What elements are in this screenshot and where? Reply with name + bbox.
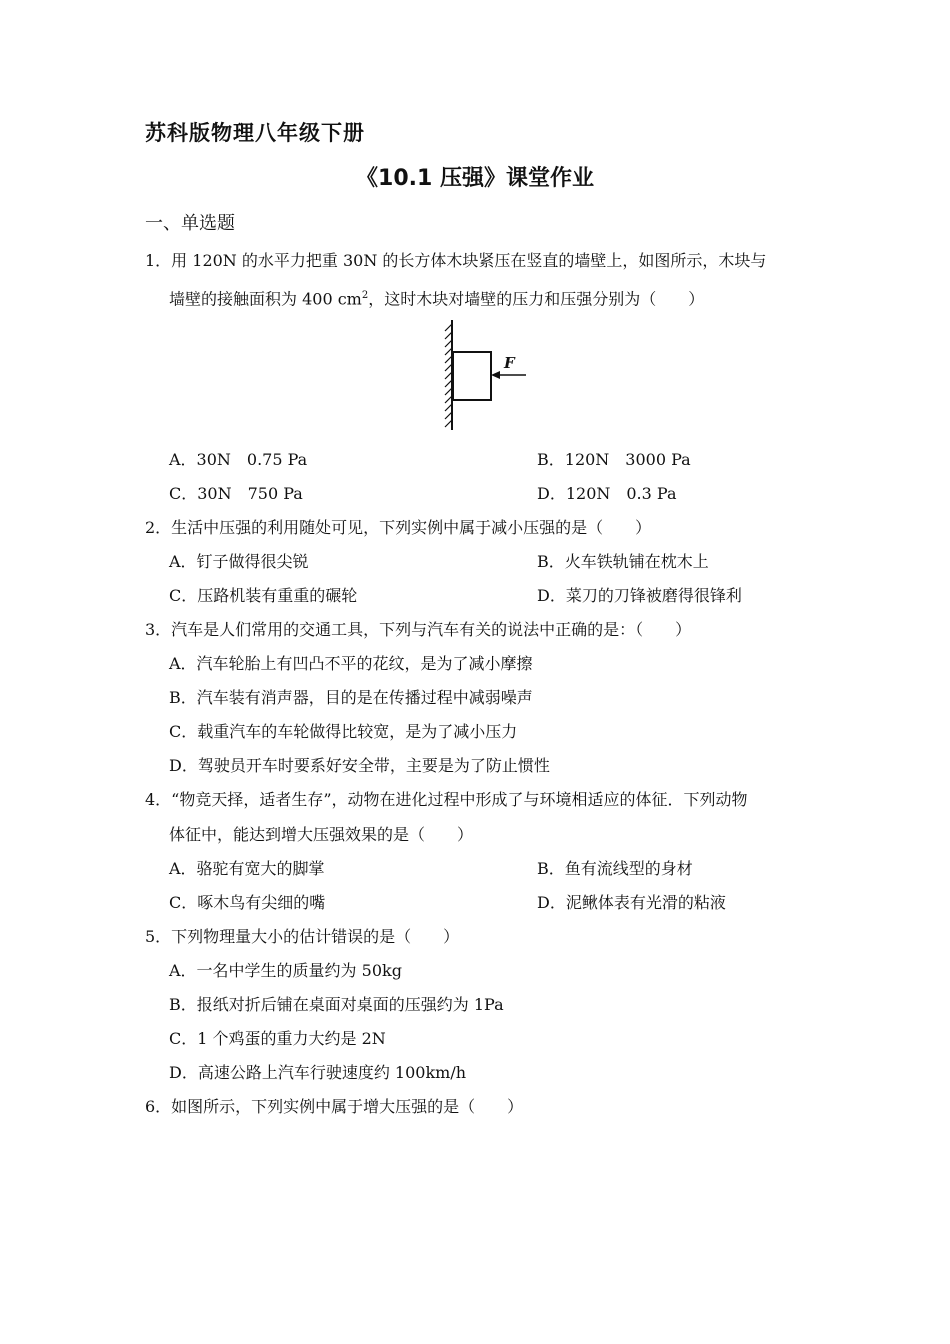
question-1-area-text: 墙壁的接触面积为 400 cm: [169, 289, 362, 309]
question-1-stem-continued: [169, 286, 704, 309]
question-4-option-a: A．骆驼有宽大的脚掌: [169, 859, 325, 878]
question-4-option-c: C．啄木鸟有尖细的嘴: [169, 893, 326, 912]
question-5-option-a: A．一名中学生的质量约为 50kg: [169, 961, 402, 980]
question-2-option-d: D．菜刀的刀锋被磨得很锋利: [537, 586, 742, 605]
question-1-option-b: B．120N 3000 Pa: [537, 450, 691, 469]
question-1-superscript: 2: [361, 290, 369, 301]
question-4-stem: 4．“物竞天择，适者生存”，动物在进化过程中形成了与环境相适应的体征．下列动物: [145, 790, 748, 809]
question-5-option-d: D．高速公路上汽车行驶速度约 100km/h: [169, 1063, 467, 1082]
question-3-option-d: D．驾驶员开车时要系好安全带，主要是为了防止惯性: [169, 756, 550, 775]
document-subtitle: 《10.1 压强》课堂作业: [356, 166, 594, 191]
section-heading: 一、单选题: [145, 213, 235, 234]
question-4-option-b: B．鱼有流线型的身材: [537, 859, 693, 878]
question-1-question-text: ，这时木块对墙壁的压力和压强分别为（ ）: [368, 289, 705, 309]
question-3-option-c: C．载重汽车的车轮做得比较宽，是为了减小压力: [169, 722, 518, 741]
wall-hatching: [445, 324, 452, 427]
question-1-stem: 1．用 120N 的水平力把重 30N 的长方体木块紧压在竖直的墙壁上，如图所示，木块与: [145, 251, 767, 270]
question-3-option-a: A．汽车轮胎上有凹凸不平的花纹，是为了减小摩擦: [169, 654, 533, 673]
question-6-stem: 6．如图所示，下列实例中属于增大压强的是（ ）: [145, 1097, 524, 1116]
question-2-option-c: C．压路机装有重重的碾轮: [169, 586, 358, 605]
question-3-option-b: B．汽车装有消声器，目的是在传播过程中减弱噪声: [169, 688, 533, 707]
question-3-stem: 3．汽车是人们常用的交通工具，下列与汽车有关的说法中正确的是：（ ）: [145, 620, 692, 639]
question-5-option-b: B．报纸对折后铺在桌面对桌面的压强约为 1Pa: [169, 995, 504, 1014]
document-title: 苏科版物理八年级下册: [145, 121, 365, 145]
question-1-option-c: C．30N 750 Pa: [169, 484, 303, 503]
force-arrow-head: [491, 371, 500, 379]
question-2-stem: 2．生活中压强的利用随处可见，下列实例中属于减小压强的是（ ）: [145, 518, 652, 537]
question-1-option-a: A．30N 0.75 Pa: [169, 450, 308, 469]
question-1-option-d: D．120N 0.3 Pa: [537, 484, 677, 503]
question-2-option-a: A．钉子做得很尖锐: [169, 552, 309, 571]
wall-block-force-figure: [440, 318, 540, 433]
question-2-option-b: B．火车铁轨铺在枕木上: [537, 552, 709, 571]
question-5-option-c: C．1 个鸡蛋的重力大约是 2N: [169, 1029, 386, 1048]
wooden-block: [453, 352, 491, 400]
question-5-stem: 5．下列物理量大小的估计错误的是（ ）: [145, 927, 460, 946]
question-4-stem-continued: 体征中，能达到增大压强效果的是（ ）: [169, 825, 474, 844]
question-4-option-d: D．泥鳅体表有光滑的粘液: [537, 893, 726, 912]
force-label: F: [504, 354, 515, 372]
